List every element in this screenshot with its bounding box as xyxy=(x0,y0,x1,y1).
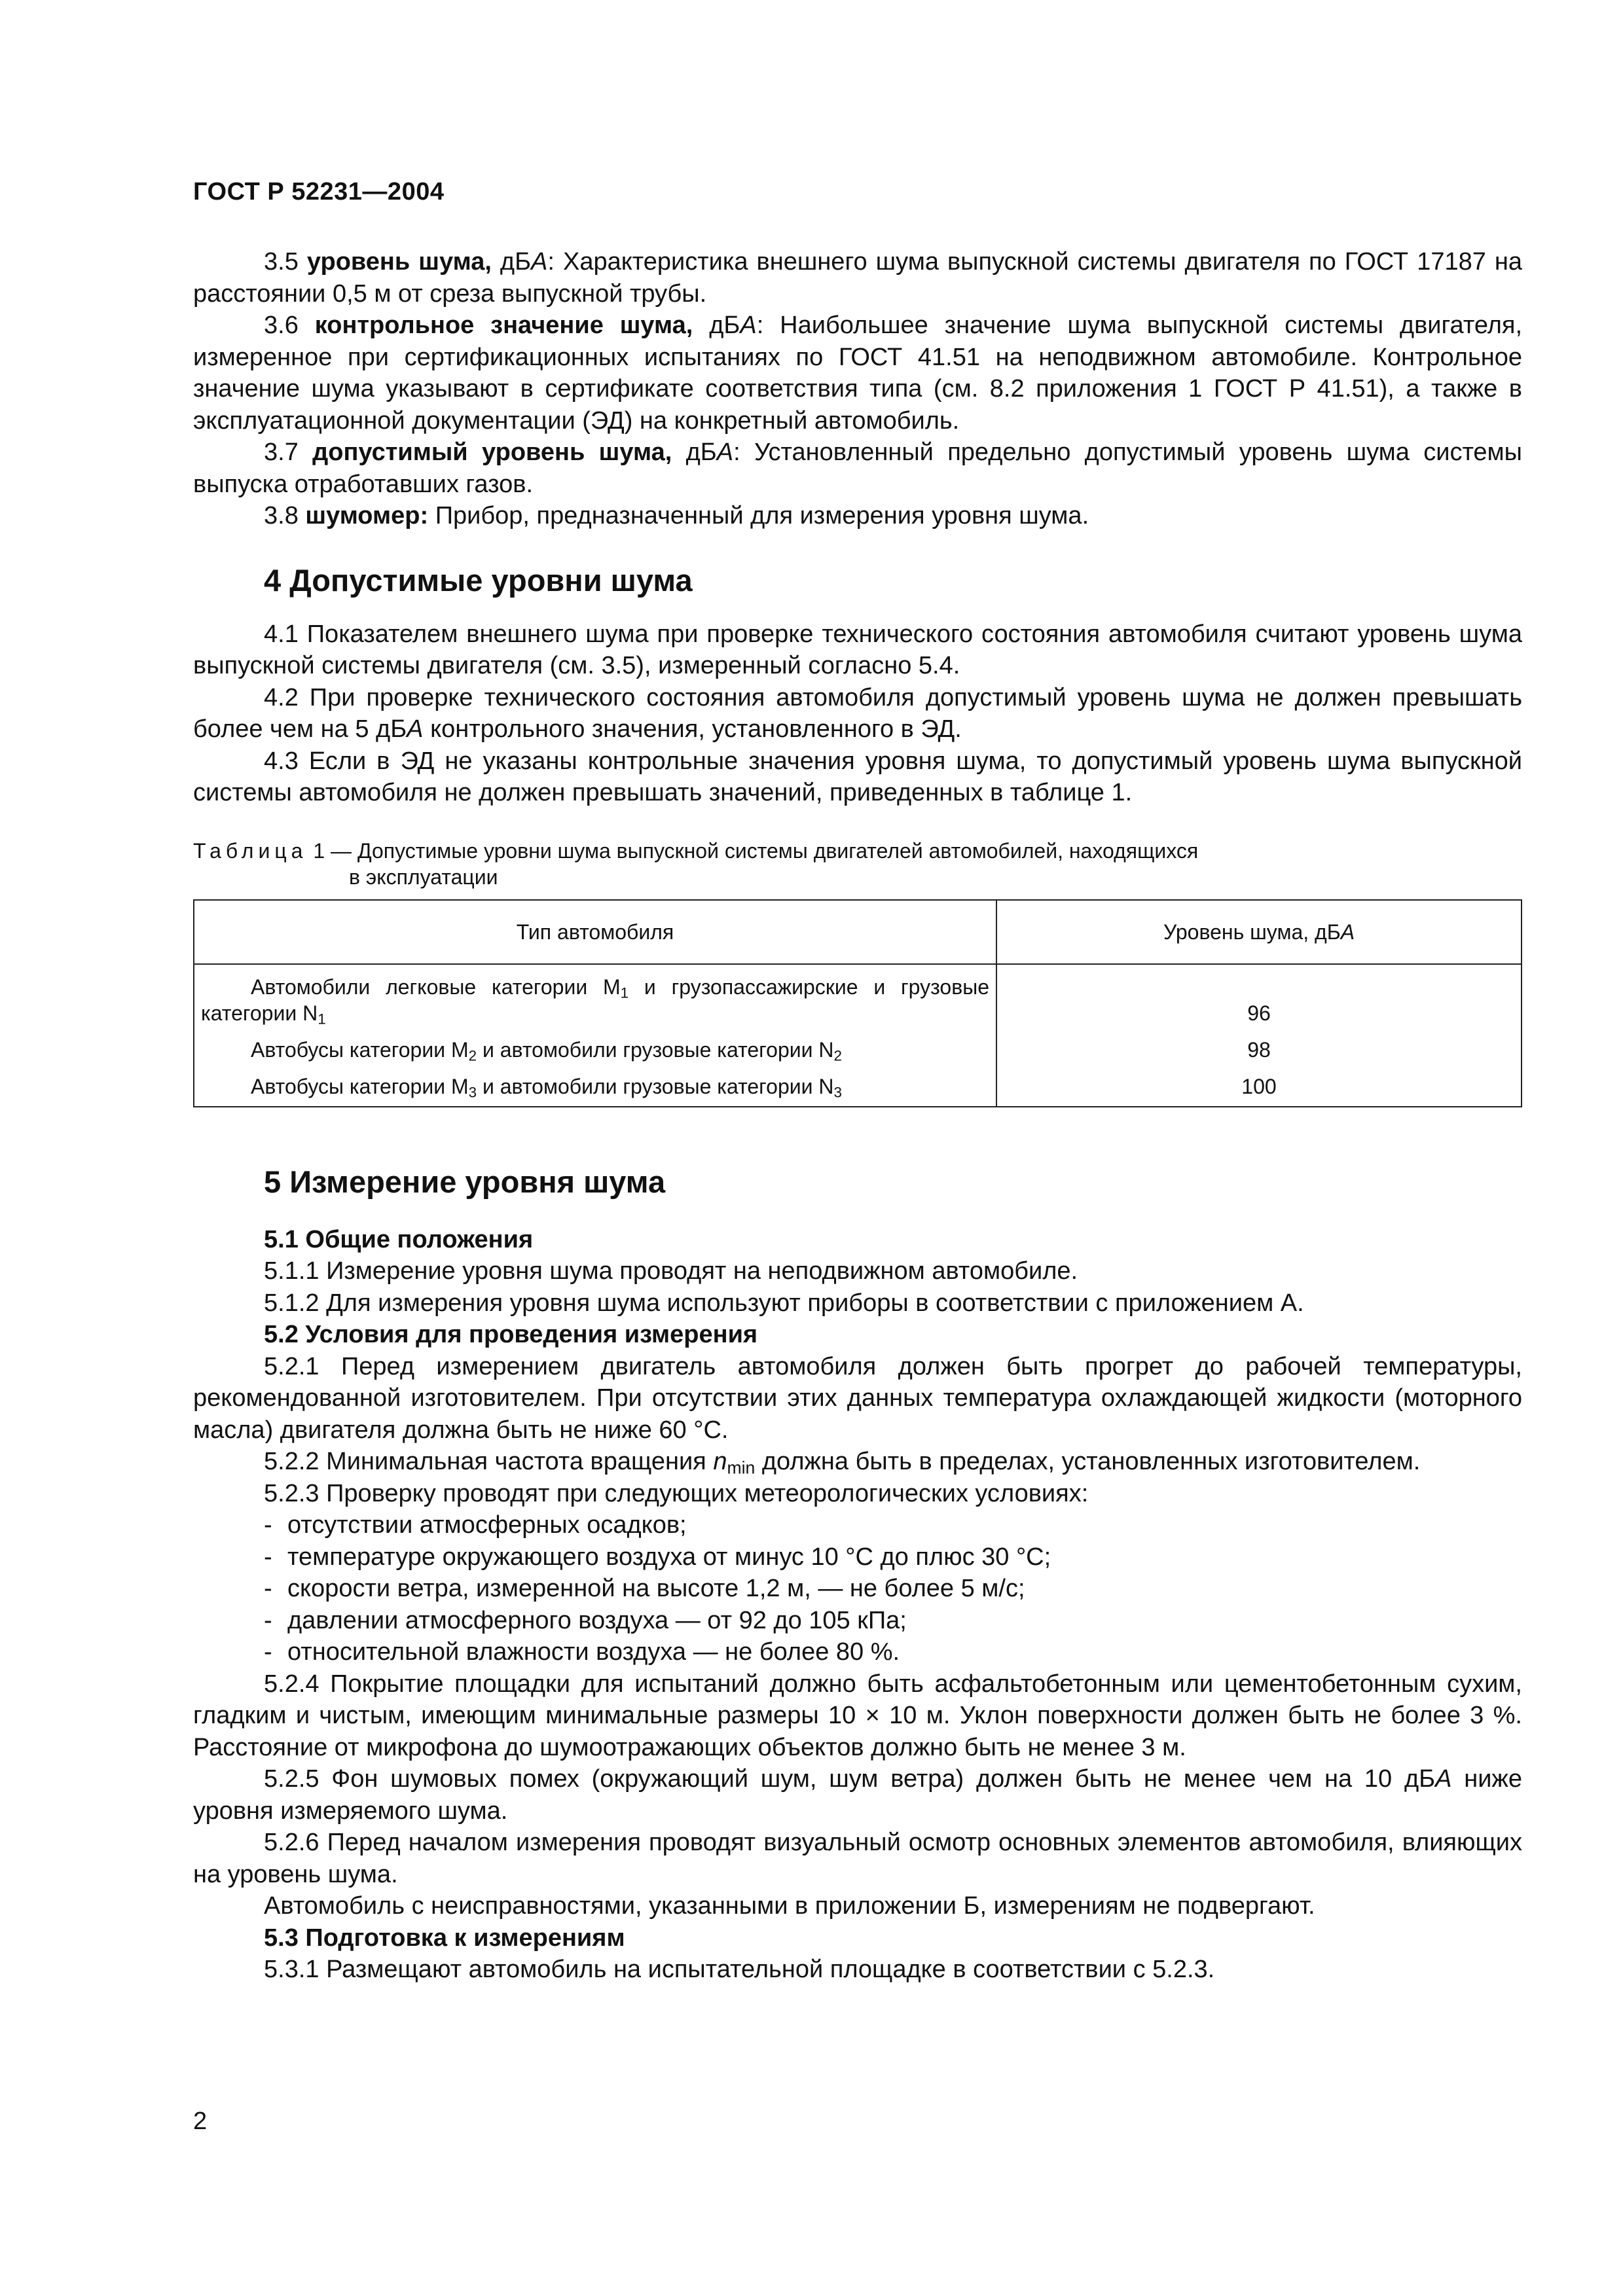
list-item: - отсутствии атмосферных осадков; xyxy=(264,1511,687,1539)
document-page xyxy=(193,0,1522,2296)
paragraph-5-2-2: 5.2.2 Минимальная частота вращения $n_{min}$ должна быть в пределах, установленных изготовителем. xyxy=(264,1448,1421,1478)
list-item: - скорости ветра, измеренной на высоте 1,2 м, — не более 5 м/с; xyxy=(264,1575,1025,1602)
paragraph-5-1-1: 5.1.1 Измерение уровня шума проводят на неподвижном автомобиле. xyxy=(264,1257,1078,1285)
table-cell-level: 100 xyxy=(996,1068,1522,1107)
paragraph-5-2-4: 5.2.4 Покрытие площадки для испытаний должно быть асфальтобетонным или цементобетонным сухим, гладким и чистым, имеющим минимальные размеры 10 × 10 м. Уклон поверхности должен быть не более 3 %. Расстояние от микрофона до шумоотражающих объектов должно быть не менее 3 м. xyxy=(193,1670,1522,1761)
subsection-5-3-title: 5.3 Подготовка к измерениям xyxy=(264,1924,625,1952)
column-header-type: Тип автомобиля xyxy=(194,900,996,964)
table-header-row xyxy=(194,900,1522,964)
table-1-caption: Таблица 1 — Допустимые уровни шума выпускной системы двигателей автомобилей, находящихся в эксплуатации xyxy=(193,838,1199,889)
subsection-5-2-title: 5.2 Условия для проведения измерения xyxy=(264,1321,758,1348)
paragraph-5-2-3: 5.2.3 Проверку проводят при следующих метеорологических условиях: xyxy=(264,1479,1089,1507)
section-5-title: 5 Измерение уровня шума xyxy=(264,1164,666,1199)
paragraph-3-8: 3.8 шумомер: Прибор, предназначенный для измерения уровня шума. xyxy=(264,502,1089,529)
page-number: 2 xyxy=(193,2108,208,2135)
list-item: - давлении атмосферного воздуха — от 92 до 105 кПа; xyxy=(264,1606,907,1634)
list-item: - относительной влажности воздуха — не более 80 %. xyxy=(264,1638,900,1666)
paragraph-4-2: 4.2 При проверке технического состояния автомобиля допустимый уровень шума не должен превышать более чем на 5 дБА контрольного значения, установленного в ЭД. xyxy=(193,683,1522,743)
paragraph-5-2-1: 5.2.1 Перед измерением двигатель автомобиля должен быть прогрет до рабочей температуры, рекомендованной изготовителем. При отсутствии этих данных температура охлаждающей жидкости (моторного масла) двигателя должна быть не ниже 60 °С. xyxy=(193,1352,1522,1444)
list-item: - температуре окружающего воздуха от минус 10 °С до плюс 30 °С; xyxy=(264,1543,1051,1571)
term: контрольное значение шума, xyxy=(314,312,693,339)
column-header-level: Уровень шума, дБА xyxy=(996,900,1522,964)
paragraph-5-1-2: 5.1.2 Для измерения уровня шума используют приборы в соответствии с приложением А. xyxy=(264,1289,1304,1317)
table-cell-type: Автобусы категории $M_2$ и автомобили грузовые категории $N_2$ xyxy=(194,1031,996,1068)
paragraph-5-3-1: 5.3.1 Размещают автомобиль на испытательной площадке в соответствии с 5.2.3. xyxy=(264,1956,1215,1983)
paragraph-4-1: 4.1 Показателем внешнего шума при проверке технического состояния автомобиля считают уровень шума выпускной системы двигателя (см. 3.5), измеренный согласно 5.4. xyxy=(193,620,1522,679)
paragraph-5-2-5: 5.2.5 Фон шумовых помех (окружающий шум, шум ветра) должен быть не менее чем на 10 дБА ниже уровня измеряемого шума. xyxy=(193,1765,1522,1825)
paragraph-5-2-6: 5.2.6 Перед началом измерения проводят визуальный осмотр основных элементов автомобиля, влияющих на уровень шума. xyxy=(193,1829,1522,1888)
table-row xyxy=(194,964,1522,1031)
subsection-5-1-title: 5.1 Общие положения xyxy=(264,1225,534,1253)
paragraph-3-6: 3.6 контрольное значение шума, дБА: Наибольшее значение шума выпускной системы двигателя, измеренное при сертификационных испытаниях по ГОСТ 41.51 на неподвижном автомобиле. Контрольное значение шума указывают в сертификате соответствия типа (см. 8.2 приложения 1 ГОСТ Р 41.51), а также в эксплуатационной документации (ЭД) на конкретный автомобиль. xyxy=(193,312,1523,435)
paragraph-3-7: 3.7 допустимый уровень шума, дБА: Установленный предельно допустимый уровень шума системы выпуска отработавших газов. xyxy=(193,439,1522,498)
table-cell-level: 96 xyxy=(996,964,1522,1031)
term: допустимый уровень шума, xyxy=(312,439,672,466)
table-row xyxy=(194,1068,1522,1107)
table-cell-level: 98 xyxy=(996,1031,1522,1068)
table-cell-type: Автомобили легковые категории $M_1$ и грузопассажирские и грузовые категории $N_1$ xyxy=(194,964,996,1031)
document-body xyxy=(193,246,1522,1986)
table-1 xyxy=(193,899,1522,1107)
paragraph-4-3: 4.3 Если в ЭД не указаны контрольные значения уровня шума, то допустимый уровень шума выпускной системы автомобиля не должен превышать значений, приведенных в таблице 1. xyxy=(193,747,1522,806)
table-cell-type: Автобусы категории $M_3$ и автомобили грузовые категории $N_3$ xyxy=(194,1068,996,1107)
document-header: ГОСТ Р 52231—2004 xyxy=(193,178,445,206)
conditions-list xyxy=(193,1509,1522,1668)
term: шумомер: xyxy=(305,502,429,529)
table-row xyxy=(194,1031,1522,1068)
term: уровень шума, xyxy=(306,248,492,276)
paragraph-3-5: 3.5 уровень шума, дБА: Характеристика внешнего шума выпускной системы двигателя по ГОСТ 17187 на расстоянии 0,5 м от среза выпускной трубы. xyxy=(193,248,1523,308)
paragraph-5-2-6-note: Автомобиль с неисправностями, указанными в приложении Б, измерениям не подвергают. xyxy=(264,1892,1315,1920)
section-4-title: 4 Допустимые уровни шума xyxy=(264,562,693,598)
